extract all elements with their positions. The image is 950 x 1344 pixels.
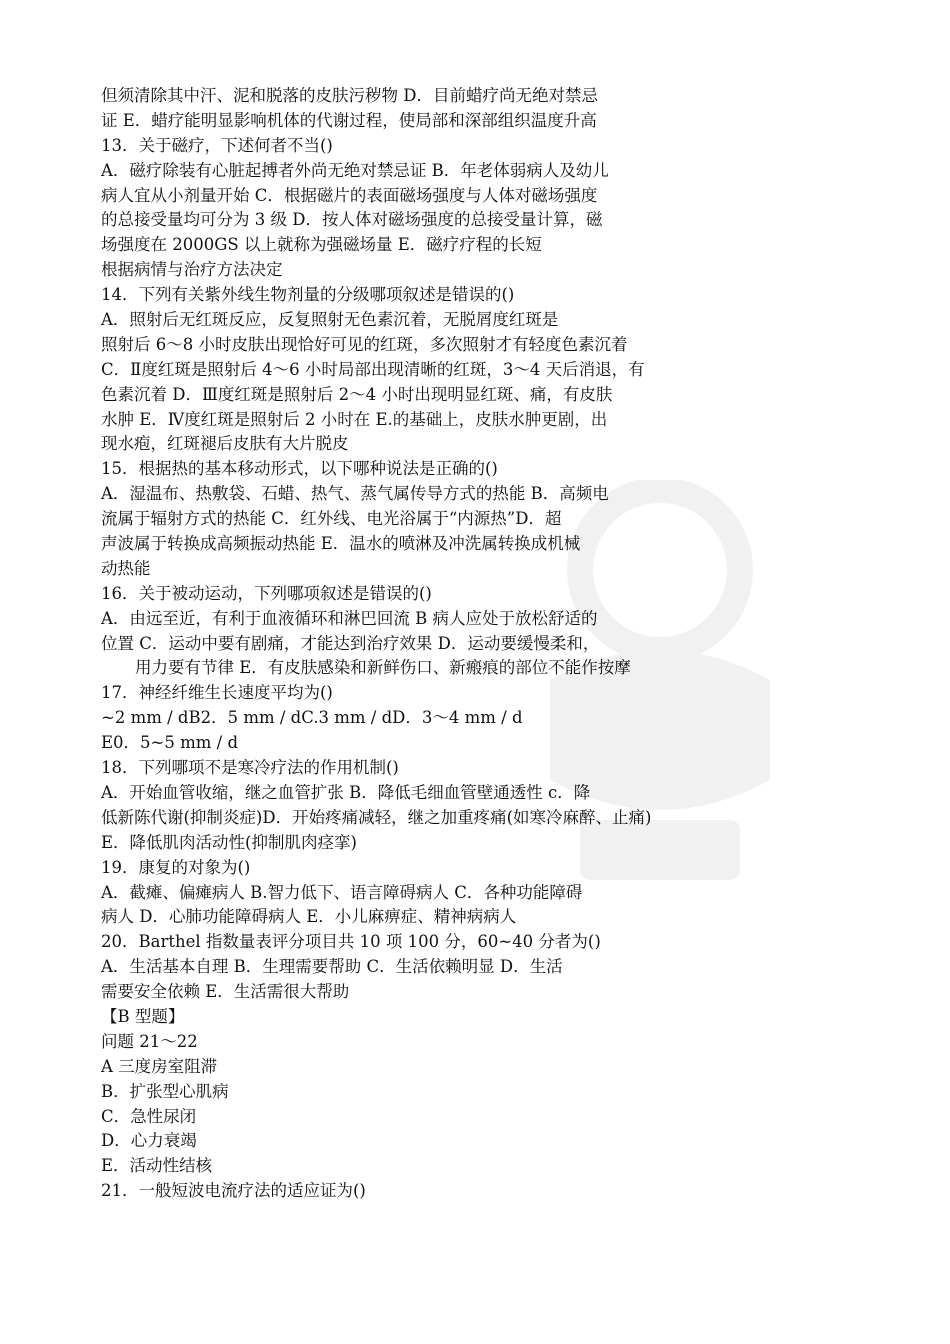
text-line: 流属于辐射方式的热能 C．红外线、电光浴属于“内源热”D．超: [101, 509, 562, 529]
text-line: A．照射后无红斑反应，反复照射无色素沉着，无脱屑度红斑是: [101, 310, 559, 330]
text-line: B．扩张型心肌病: [101, 1081, 229, 1101]
text-line: 证 E．蜡疗能明显影响机体的代谢过程，使局部和深部组织温度升高: [101, 110, 597, 130]
text-line: E．降低肌肉活动性(抑制肌肉痉挛): [101, 832, 357, 852]
text-line: E0．5~5 mm / d: [101, 733, 239, 753]
text-line: 用力要有节律 E．有皮肤感染和新鲜伤口、新瘢痕的部位不能作按摩: [135, 658, 631, 678]
text-line: 病人 D．心肺功能障碍病人 E．小儿麻痹症、精神病病人: [101, 907, 517, 927]
text-line: 现水疱，红斑褪后皮肤有大片脱皮: [101, 434, 349, 454]
text-line: 14．下列有关紫外线生物剂量的分级哪项叙述是错误的(): [101, 285, 515, 305]
text-line: 问题 21～22: [101, 1031, 198, 1051]
text-line: A 三度房室阻滞: [101, 1056, 218, 1076]
text-line: 【B 型题】: [101, 1006, 185, 1026]
text-line: 19．康复的对象为(): [101, 857, 251, 877]
text-line: 位置 C．运动中要有剧痛，才能达到治疗效果 D．运动要缓慢柔和，: [101, 633, 600, 653]
text-line: 21．一般短波电流疗法的适应证为(): [101, 1181, 366, 1201]
text-line: ~2 mm / dB2．5 mm / dC.3 mm / dD．3～4 mm / d: [101, 708, 523, 728]
text-line: 16．关于被动运动，下列哪项叙述是错误的(): [101, 583, 432, 603]
text-line: 色素沉着 D．Ⅲ度红斑是照射后 2～4 小时出现明显红斑、痛，有皮肤: [101, 384, 613, 404]
text-line: A．生活基本自理 B．生理需要帮助 C．生活依赖明显 D．生活: [101, 957, 563, 977]
document-text: [101, 84, 901, 1204]
text-line: A．由远至近，有利于血液循环和淋巴回流 B 病人应处于放松舒适的: [101, 608, 598, 628]
text-line: 15．根据热的基本移动形式，以下哪种说法是正确的(): [101, 459, 498, 479]
text-line: 17．神经纤维生长速度平均为(): [101, 683, 333, 703]
text-line: 照射后 6～8 小时皮肤出现恰好可见的红斑，多次照射才有轻度色素沉着: [101, 334, 628, 354]
text-line: A．磁疗除装有心脏起搏者外尚无绝对禁忌证 B．年老体弱病人及幼儿: [101, 160, 609, 180]
text-line: C．急性尿闭: [101, 1106, 197, 1126]
text-line: 根据病情与治疗方法决定: [101, 260, 283, 280]
text-line: 病人宜从小剂量开始 C．根据磁片的表面磁场强度与人体对磁场强度: [101, 185, 598, 205]
text-line: 声波属于转换成高频振动热能 E．温水的喷淋及冲洗属转换成机械: [101, 534, 581, 554]
text-line: 20．Barthel 指数量表评分项目共 10 项 100 分，60~40 分者为(): [101, 932, 601, 952]
text-line: A．湿温布、热敷袋、石蜡、热气、蒸气属传导方式的热能 B．高频电: [101, 484, 609, 504]
text-line: 13．关于磁疗，下述何者不当(): [101, 135, 333, 155]
text-line: E．活动性结核: [101, 1156, 213, 1176]
text-line: 场强度在 2000GS 以上就称为强磁场量 E．磁疗疗程的长短: [101, 235, 542, 255]
text-line: 的总接受量均可分为 3 级 D．按人体对磁场强度的总接受量计算，磁: [101, 210, 603, 230]
text-line: C．Ⅱ度红斑是照射后 4～6 小时局部出现清晰的红斑，3～4 天后消退，有: [101, 359, 645, 379]
text-line: 需要安全依赖 E．生活需很大帮助: [101, 982, 350, 1002]
text-line: 但须清除其中汗、泥和脱落的皮肤污秽物 D．目前蜡疗尚无绝对禁忌: [101, 86, 598, 105]
text-line: D．心力衰竭: [101, 1131, 197, 1151]
text-line: 低新陈代谢(抑制炎症)D．开始疼痛减轻，继之加重疼痛(如寒冷麻醉、止痛): [101, 807, 652, 827]
text-line: A．开始血管收缩，继之血管扩张 B．降低毛细血管壁通透性 c．降: [101, 782, 591, 802]
text-line: 动热能: [101, 558, 151, 578]
text-line: A．截瘫、偏瘫病人 B.智力低下、语言障碍病人 C．各种功能障碍: [101, 882, 583, 902]
text-line: 水肿 E．Ⅳ度红斑是照射后 2 小时在 E.的基础上，皮肤水肿更剧，出: [101, 409, 608, 429]
text-line: 18．下列哪项不是寒冷疗法的作用机制(): [101, 758, 399, 778]
